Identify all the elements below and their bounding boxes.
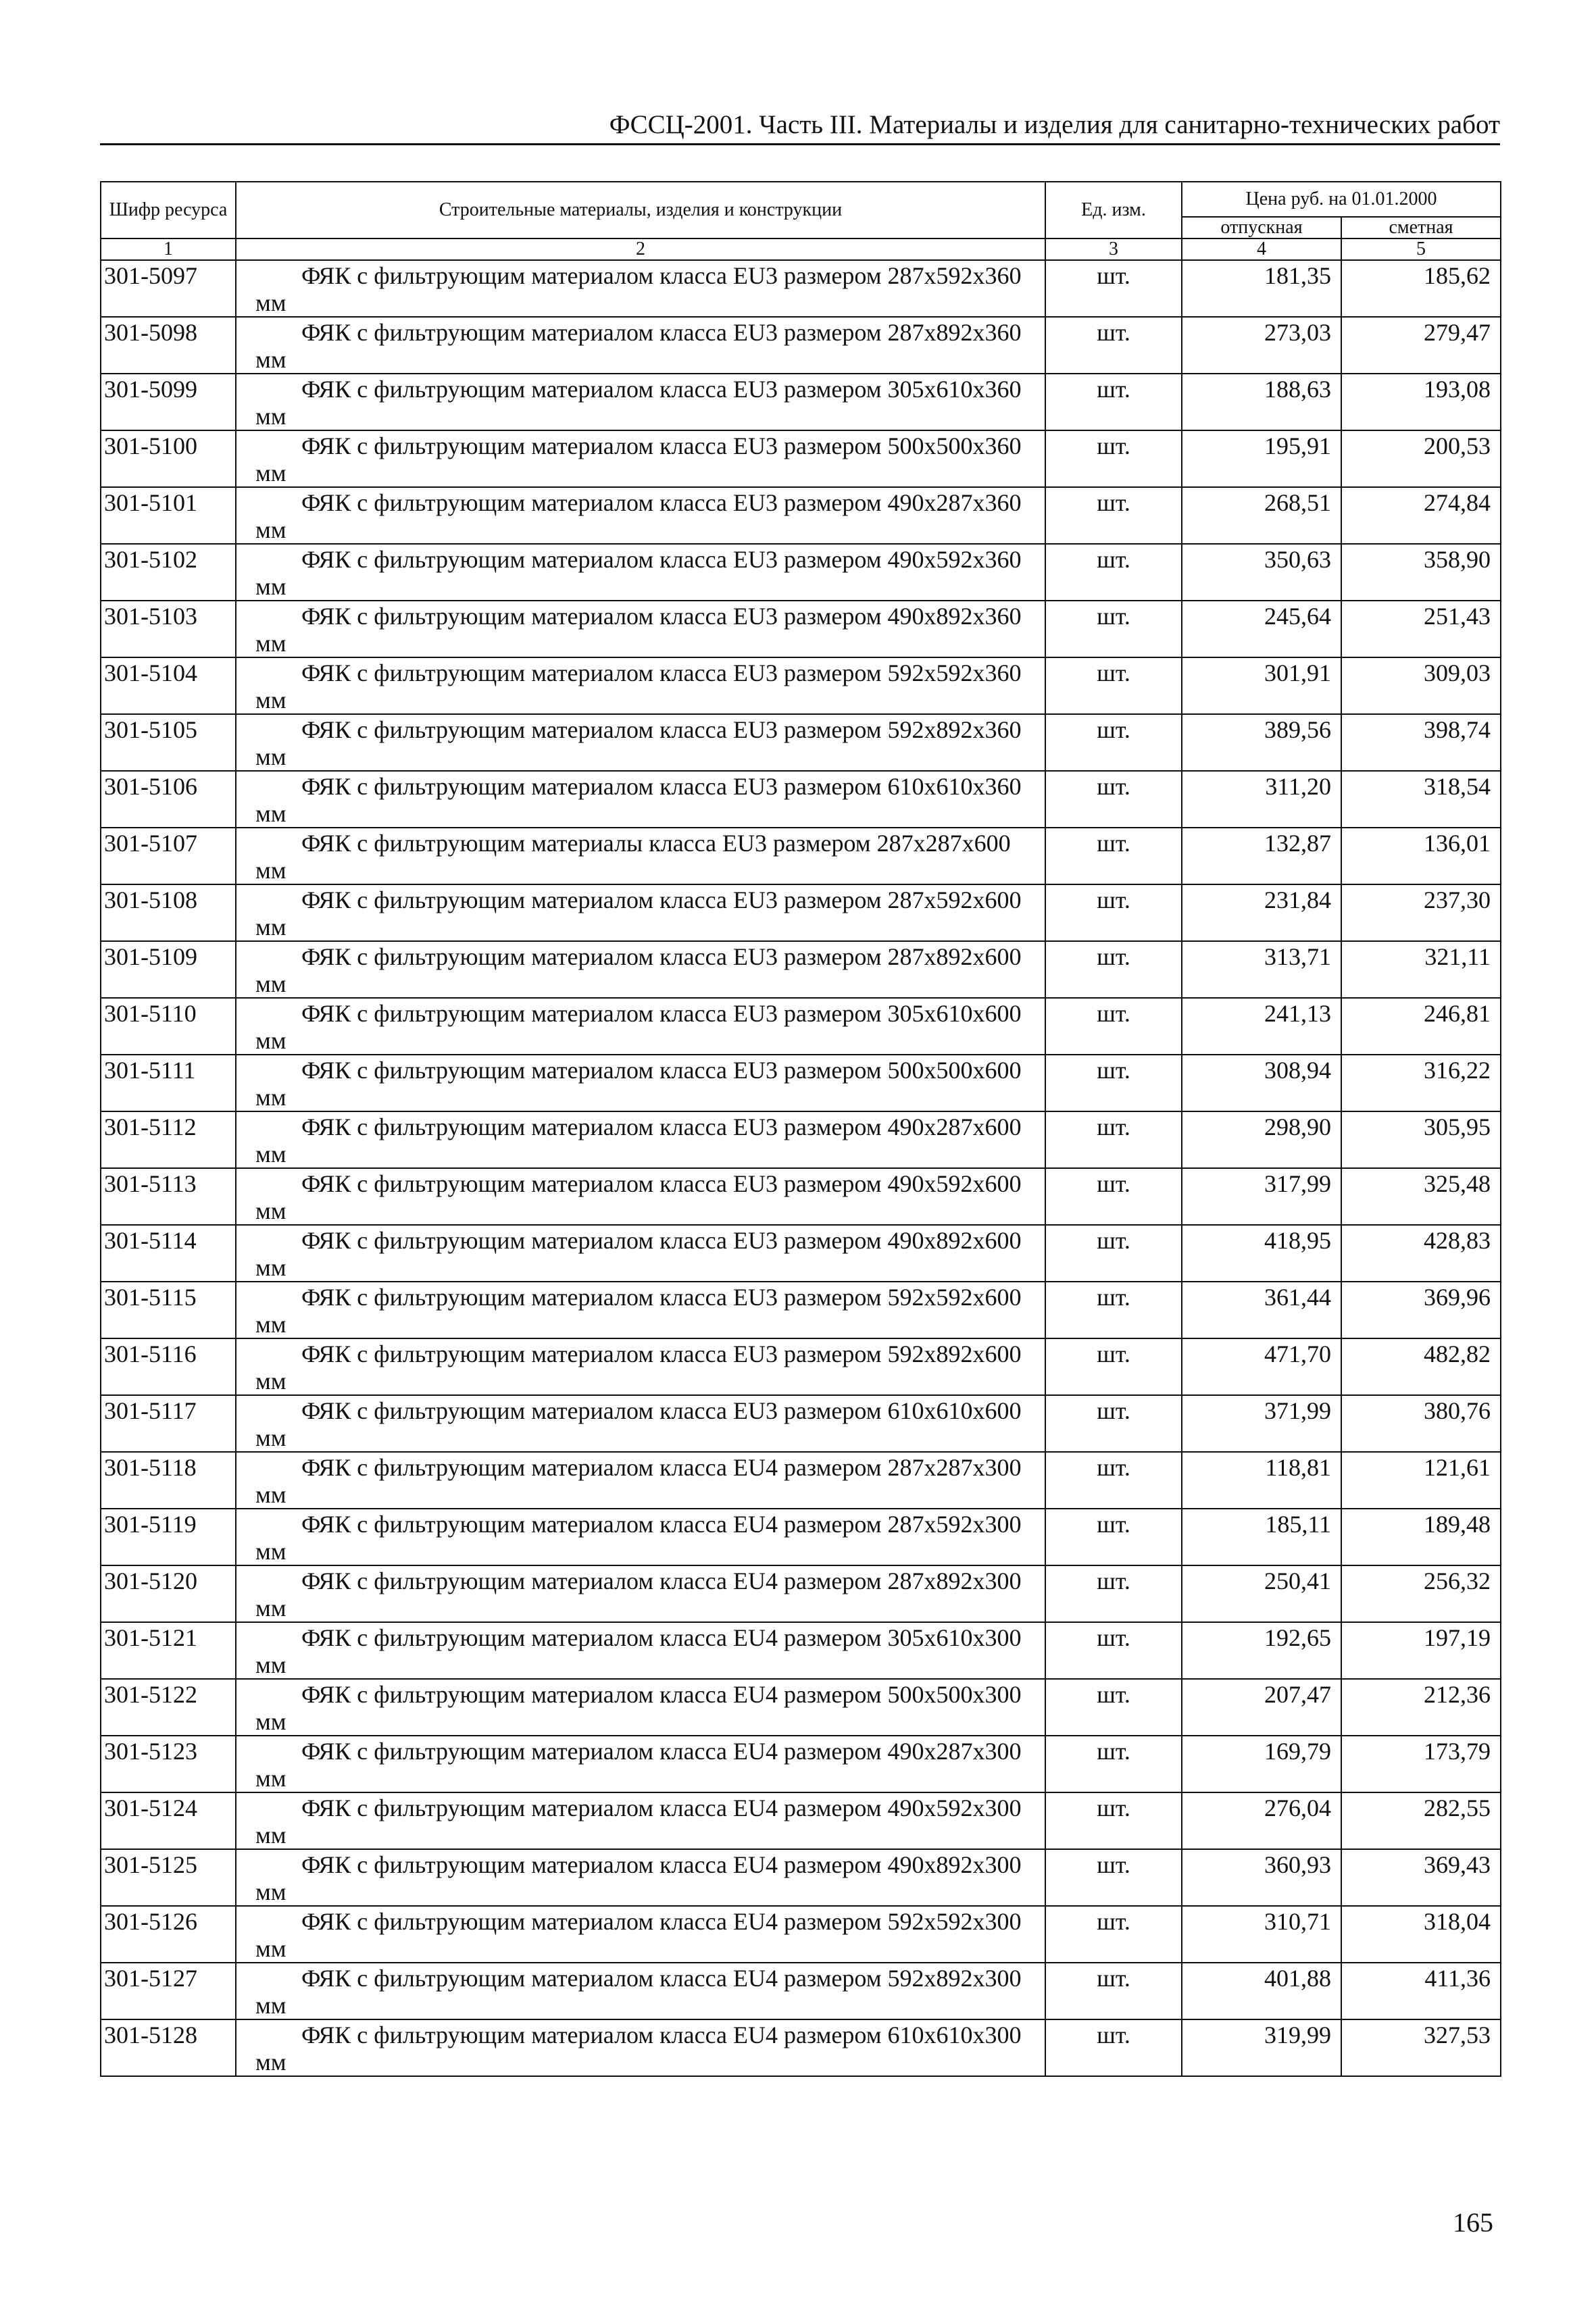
resource-code: 301-5116 — [101, 1338, 236, 1395]
resource-code: 301-5097 — [101, 260, 236, 317]
item-name-unit: мм — [255, 1651, 286, 1678]
price-estimate: 369,96 — [1341, 1282, 1501, 1338]
column-number-row — [101, 238, 1501, 260]
unit: шт. — [1045, 1565, 1182, 1622]
resource-code: 301-5108 — [101, 884, 236, 941]
price-release: 250,41 — [1182, 1565, 1341, 1622]
resource-code: 301-5123 — [101, 1736, 236, 1792]
item-description — [236, 998, 1045, 1055]
resource-code: 301-5106 — [101, 771, 236, 828]
item-name: ФЯК с фильтрующим материалом класса EU3 размером 610х610х600 — [301, 1397, 1022, 1424]
price-release: 311,20 — [1182, 771, 1341, 828]
item-description — [236, 260, 1045, 317]
unit: шт. — [1045, 544, 1182, 601]
item-name-unit: мм — [255, 1481, 286, 1508]
item-name: ФЯК с фильтрующим материалом класса EU4 размером 592х592х300 — [301, 1908, 1022, 1935]
item-name: ФЯК с фильтрующим материалом класса EU3 размером 592х592х600 — [301, 1284, 1022, 1311]
table-row — [101, 1452, 1501, 1509]
unit: шт. — [1045, 1225, 1182, 1282]
price-release: 245,64 — [1182, 601, 1341, 657]
item-name: ФЯК с фильтрующим материалом класса EU3 размером 500х500х600 — [301, 1057, 1022, 1084]
price-estimate: 279,47 — [1341, 317, 1501, 374]
price-release: 192,65 — [1182, 1622, 1341, 1679]
item-name: ФЯК с фильтрующим материалы класса EU3 размером 287х287х600 — [301, 830, 1011, 857]
resource-code: 301-5107 — [101, 828, 236, 884]
price-release: 401,88 — [1182, 1963, 1341, 2019]
item-name: ФЯК с фильтрующим материалом класса EU3 размером 490х287х600 — [301, 1113, 1022, 1140]
item-name-unit: мм — [255, 573, 286, 600]
item-description — [236, 430, 1045, 487]
price-estimate: 282,55 — [1341, 1792, 1501, 1849]
item-name: ФЯК с фильтрующим материалом класса EU4 размером 610х610х300 — [301, 2021, 1022, 2048]
item-name: ФЯК с фильтрующим материалом класса EU4 размером 287х892х300 — [301, 1567, 1022, 1594]
item-name-unit: мм — [255, 686, 286, 713]
item-name-unit: мм — [255, 516, 286, 543]
unit: шт. — [1045, 1622, 1182, 1679]
price-estimate: 173,79 — [1341, 1736, 1501, 1792]
item-name-unit: мм — [255, 857, 286, 884]
item-name: ФЯК с фильтрующим материалом класса EU3 размером 490х592х360 — [301, 546, 1022, 573]
item-description — [236, 771, 1045, 828]
price-release: 350,63 — [1182, 544, 1341, 601]
resource-code: 301-5104 — [101, 657, 236, 714]
price-release: 360,93 — [1182, 1849, 1341, 1906]
item-name-unit: мм — [255, 1027, 286, 1054]
price-estimate: 121,61 — [1341, 1452, 1501, 1509]
price-table — [100, 181, 1501, 2077]
item-name: ФЯК с фильтрующим материалом класса EU3 размером 287х892х360 — [301, 319, 1022, 346]
table-row — [101, 1849, 1501, 1906]
item-description — [236, 941, 1045, 998]
column-number: 4 — [1182, 238, 1341, 260]
price-estimate: 369,43 — [1341, 1849, 1501, 1906]
item-name-unit: мм — [255, 743, 286, 770]
price-release: 471,70 — [1182, 1338, 1341, 1395]
table-row — [101, 1395, 1501, 1452]
resource-code: 301-5110 — [101, 998, 236, 1055]
item-description — [236, 1338, 1045, 1395]
table-row — [101, 1055, 1501, 1111]
price-estimate: 411,36 — [1341, 1963, 1501, 2019]
price-estimate: 251,43 — [1341, 601, 1501, 657]
item-name: ФЯК с фильтрующим материалом класса EU4 размером 305х610х300 — [301, 1624, 1022, 1651]
unit: шт. — [1045, 828, 1182, 884]
price-release: 188,63 — [1182, 374, 1341, 430]
unit: шт. — [1045, 657, 1182, 714]
item-description — [236, 884, 1045, 941]
unit: шт. — [1045, 601, 1182, 657]
resource-code: 301-5103 — [101, 601, 236, 657]
price-release: 181,35 — [1182, 260, 1341, 317]
table-row — [101, 1622, 1501, 1679]
unit: шт. — [1045, 1168, 1182, 1225]
unit: шт. — [1045, 714, 1182, 771]
unit: шт. — [1045, 1906, 1182, 1963]
item-name-unit: мм — [255, 913, 286, 940]
item-name-unit: мм — [255, 630, 286, 657]
column-number: 2 — [236, 238, 1045, 260]
item-description — [236, 544, 1045, 601]
price-release: 301,91 — [1182, 657, 1341, 714]
table-row — [101, 1509, 1501, 1565]
table-row — [101, 771, 1501, 828]
resource-code: 301-5111 — [101, 1055, 236, 1111]
price-estimate: 316,22 — [1341, 1055, 1501, 1111]
item-name-unit: мм — [255, 1084, 286, 1111]
page-number: 165 — [1453, 2207, 1493, 2238]
resource-code: 301-5101 — [101, 487, 236, 544]
unit: шт. — [1045, 1282, 1182, 1338]
header-unit: Ед. изм. — [1045, 182, 1182, 238]
unit: шт. — [1045, 1395, 1182, 1452]
unit: шт. — [1045, 1452, 1182, 1509]
item-description — [236, 828, 1045, 884]
unit: шт. — [1045, 487, 1182, 544]
item-description — [236, 1452, 1045, 1509]
item-description — [236, 1679, 1045, 1736]
item-name-unit: мм — [255, 1765, 286, 1792]
item-description — [236, 1849, 1045, 1906]
resource-code: 301-5126 — [101, 1906, 236, 1963]
item-description — [236, 1736, 1045, 1792]
item-name: ФЯК с фильтрующим материалом класса EU4 размером 490х287х300 — [301, 1738, 1022, 1765]
table-row — [101, 1111, 1501, 1168]
resource-code: 301-5109 — [101, 941, 236, 998]
table-row — [101, 714, 1501, 771]
item-name-unit: мм — [255, 1708, 286, 1735]
price-estimate: 482,82 — [1341, 1338, 1501, 1395]
item-name: ФЯК с фильтрующим материалом класса EU3 размером 490х592х600 — [301, 1170, 1022, 1197]
item-name-unit: мм — [255, 1935, 286, 1962]
price-estimate: 256,32 — [1341, 1565, 1501, 1622]
item-name-unit: мм — [255, 403, 286, 430]
header-price-estimate: сметная — [1341, 217, 1501, 238]
item-name-unit: мм — [255, 1140, 286, 1167]
unit: шт. — [1045, 2019, 1182, 2076]
table-row — [101, 374, 1501, 430]
item-name: ФЯК с фильтрующим материалом класса EU3 размером 500х500х360 — [301, 432, 1022, 459]
item-name-unit: мм — [255, 1367, 286, 1394]
resource-code: 301-5098 — [101, 317, 236, 374]
price-estimate: 325,48 — [1341, 1168, 1501, 1225]
item-name: ФЯК с фильтрующим материалом класса EU3 размером 592х892х600 — [301, 1340, 1022, 1367]
price-estimate: 200,53 — [1341, 430, 1501, 487]
price-estimate: 318,54 — [1341, 771, 1501, 828]
item-name-unit: мм — [255, 1424, 286, 1451]
item-name-unit: мм — [255, 1594, 286, 1621]
table-row — [101, 1565, 1501, 1622]
price-estimate: 305,95 — [1341, 1111, 1501, 1168]
resource-code: 301-5114 — [101, 1225, 236, 1282]
price-estimate: 321,11 — [1341, 941, 1501, 998]
resource-code: 301-5100 — [101, 430, 236, 487]
table-row — [101, 1168, 1501, 1225]
unit: шт. — [1045, 374, 1182, 430]
price-release: 118,81 — [1182, 1452, 1341, 1509]
unit: шт. — [1045, 430, 1182, 487]
item-name: ФЯК с фильтрующим материалом класса EU3 размером 490х287х360 — [301, 489, 1022, 516]
resource-code: 301-5125 — [101, 1849, 236, 1906]
price-estimate: 428,83 — [1341, 1225, 1501, 1282]
table-row — [101, 430, 1501, 487]
unit: шт. — [1045, 1849, 1182, 1906]
item-name-unit: мм — [255, 1254, 286, 1281]
resource-code: 301-5102 — [101, 544, 236, 601]
item-name-unit: мм — [255, 1878, 286, 1905]
item-description — [236, 1395, 1045, 1452]
price-release: 185,11 — [1182, 1509, 1341, 1565]
item-name: ФЯК с фильтрующим материалом класса EU3 размером 305х610х600 — [301, 1000, 1022, 1027]
header-name: Строительные материалы, изделия и конструкции — [236, 182, 1045, 238]
price-release: 298,90 — [1182, 1111, 1341, 1168]
item-name: ФЯК с фильтрующим материалом класса EU3 размером 287х592х360 — [301, 262, 1022, 289]
item-name: ФЯК с фильтрующим материалом класса EU3 размером 287х892х600 — [301, 943, 1022, 970]
price-release: 310,71 — [1182, 1906, 1341, 1963]
item-name-unit: мм — [255, 800, 286, 827]
item-name: ФЯК с фильтрующим материалом класса EU3 размером 610х610х360 — [301, 773, 1022, 800]
item-description — [236, 601, 1045, 657]
item-description — [236, 1225, 1045, 1282]
price-release: 317,99 — [1182, 1168, 1341, 1225]
table-row — [101, 487, 1501, 544]
resource-code: 301-5113 — [101, 1168, 236, 1225]
item-description — [236, 1168, 1045, 1225]
resource-code: 301-5099 — [101, 374, 236, 430]
price-release: 319,99 — [1182, 2019, 1341, 2076]
item-name: ФЯК с фильтрующим материалом класса EU4 размером 490х892х300 — [301, 1851, 1022, 1878]
table-body — [101, 260, 1501, 2076]
unit: шт. — [1045, 771, 1182, 828]
price-release: 231,84 — [1182, 884, 1341, 941]
item-name-unit: мм — [255, 1821, 286, 1848]
item-description — [236, 317, 1045, 374]
unit: шт. — [1045, 1338, 1182, 1395]
table-row — [101, 828, 1501, 884]
unit: шт. — [1045, 1055, 1182, 1111]
item-name-unit: мм — [255, 459, 286, 486]
resource-code: 301-5119 — [101, 1509, 236, 1565]
price-estimate: 237,30 — [1341, 884, 1501, 941]
unit: шт. — [1045, 941, 1182, 998]
price-release: 273,03 — [1182, 317, 1341, 374]
item-description — [236, 1055, 1045, 1111]
table-row — [101, 544, 1501, 601]
item-description — [236, 374, 1045, 430]
price-estimate: 197,19 — [1341, 1622, 1501, 1679]
item-name: ФЯК с фильтрующим материалом класса EU4 размером 592х892х300 — [301, 1965, 1022, 1992]
header-code: Шифр ресурса — [101, 182, 236, 238]
table-row — [101, 601, 1501, 657]
price-estimate: 246,81 — [1341, 998, 1501, 1055]
unit: шт. — [1045, 998, 1182, 1055]
item-name: ФЯК с фильтрующим материалом класса EU3 размером 305х610х360 — [301, 376, 1022, 403]
item-name-unit: мм — [255, 1992, 286, 2019]
price-estimate: 358,90 — [1341, 544, 1501, 601]
table-row — [101, 1736, 1501, 1792]
resource-code: 301-5118 — [101, 1452, 236, 1509]
table-row — [101, 657, 1501, 714]
item-name: ФЯК с фильтрующим материалом класса EU4 размером 500х500х300 — [301, 1681, 1022, 1708]
resource-code: 301-5115 — [101, 1282, 236, 1338]
item-description — [236, 657, 1045, 714]
item-name-unit: мм — [255, 289, 286, 316]
item-name: ФЯК с фильтрующим материалом класса EU3 размером 592х592х360 — [301, 659, 1022, 686]
item-description — [236, 714, 1045, 771]
price-release: 169,79 — [1182, 1736, 1341, 1792]
price-estimate: 309,03 — [1341, 657, 1501, 714]
item-name: ФЯК с фильтрующим материалом класса EU4 размером 287х592х300 — [301, 1511, 1022, 1538]
resource-code: 301-5121 — [101, 1622, 236, 1679]
price-release: 313,71 — [1182, 941, 1341, 998]
header-price-group: Цена руб. на 01.01.2000 — [1182, 182, 1501, 217]
table-row — [101, 317, 1501, 374]
resource-code: 301-5128 — [101, 2019, 236, 2076]
table-row — [101, 998, 1501, 1055]
table-row — [101, 1338, 1501, 1395]
item-name: ФЯК с фильтрующим материалом класса EU4 размером 490х592х300 — [301, 1794, 1022, 1821]
item-description — [236, 1963, 1045, 2019]
item-name: ФЯК с фильтрующим материалом класса EU3 размером 490х892х360 — [301, 603, 1022, 630]
resource-code: 301-5124 — [101, 1792, 236, 1849]
document-title: ФССЦ-2001. Часть III. Материалы и изделия для санитарно-технических работ — [609, 110, 1500, 139]
unit: шт. — [1045, 884, 1182, 941]
price-estimate: 193,08 — [1341, 374, 1501, 430]
item-description — [236, 1622, 1045, 1679]
price-release: 241,13 — [1182, 998, 1341, 1055]
item-name-unit: мм — [255, 970, 286, 997]
price-release: 371,99 — [1182, 1395, 1341, 1452]
price-release: 276,04 — [1182, 1792, 1341, 1849]
price-estimate: 318,04 — [1341, 1906, 1501, 1963]
table-row — [101, 884, 1501, 941]
table-row — [101, 260, 1501, 317]
price-estimate: 185,62 — [1341, 260, 1501, 317]
item-name: ФЯК с фильтрующим материалом класса EU3 размером 490х892х600 — [301, 1227, 1022, 1254]
resource-code: 301-5122 — [101, 1679, 236, 1736]
item-description — [236, 2019, 1045, 2076]
resource-code: 301-5112 — [101, 1111, 236, 1168]
unit: шт. — [1045, 1679, 1182, 1736]
unit: шт. — [1045, 260, 1182, 317]
unit: шт. — [1045, 1963, 1182, 2019]
header-price-release: отпускная — [1182, 217, 1341, 238]
item-description — [236, 1509, 1045, 1565]
price-release: 418,95 — [1182, 1225, 1341, 1282]
item-name-unit: мм — [255, 1197, 286, 1224]
resource-code: 301-5117 — [101, 1395, 236, 1452]
resource-code: 301-5120 — [101, 1565, 236, 1622]
price-release: 207,47 — [1182, 1679, 1341, 1736]
table-row — [101, 1282, 1501, 1338]
unit: шт. — [1045, 1736, 1182, 1792]
price-estimate: 398,74 — [1341, 714, 1501, 771]
table-row — [101, 1906, 1501, 1963]
price-estimate: 380,76 — [1341, 1395, 1501, 1452]
price-estimate: 136,01 — [1341, 828, 1501, 884]
item-name-unit: мм — [255, 1538, 286, 1565]
unit: шт. — [1045, 1792, 1182, 1849]
price-release: 195,91 — [1182, 430, 1341, 487]
item-name: ФЯК с фильтрующим материалом класса EU3 размером 287х592х600 — [301, 886, 1022, 913]
unit: шт. — [1045, 1111, 1182, 1168]
price-estimate: 212,36 — [1341, 1679, 1501, 1736]
price-estimate: 274,84 — [1341, 487, 1501, 544]
item-name: ФЯК с фильтрующим материалом класса EU3 размером 592х892х360 — [301, 716, 1022, 743]
table-row — [101, 1792, 1501, 1849]
table-row — [101, 2019, 1501, 2076]
item-name-unit: мм — [255, 2048, 286, 2076]
item-name-unit: мм — [255, 1311, 286, 1338]
item-name-unit: мм — [255, 346, 286, 373]
column-number: 5 — [1341, 238, 1501, 260]
item-description — [236, 1792, 1045, 1849]
price-release: 268,51 — [1182, 487, 1341, 544]
price-release: 389,56 — [1182, 714, 1341, 771]
price-estimate: 189,48 — [1341, 1509, 1501, 1565]
column-number: 3 — [1045, 238, 1182, 260]
unit: шт. — [1045, 1509, 1182, 1565]
table-row — [101, 1679, 1501, 1736]
column-number: 1 — [101, 238, 236, 260]
item-description — [236, 1565, 1045, 1622]
unit: шт. — [1045, 317, 1182, 374]
price-release: 132,87 — [1182, 828, 1341, 884]
price-estimate: 327,53 — [1341, 2019, 1501, 2076]
item-description — [236, 1111, 1045, 1168]
resource-code: 301-5127 — [101, 1963, 236, 2019]
item-description — [236, 487, 1045, 544]
item-description — [236, 1282, 1045, 1338]
table-row — [101, 1963, 1501, 2019]
resource-code: 301-5105 — [101, 714, 236, 771]
price-release: 361,44 — [1182, 1282, 1341, 1338]
price-release: 308,94 — [1182, 1055, 1341, 1111]
page-header — [100, 109, 1500, 145]
item-name: ФЯК с фильтрующим материалом класса EU4 размером 287х287х300 — [301, 1454, 1022, 1481]
item-description — [236, 1906, 1045, 1963]
table-row — [101, 1225, 1501, 1282]
table-row — [101, 941, 1501, 998]
